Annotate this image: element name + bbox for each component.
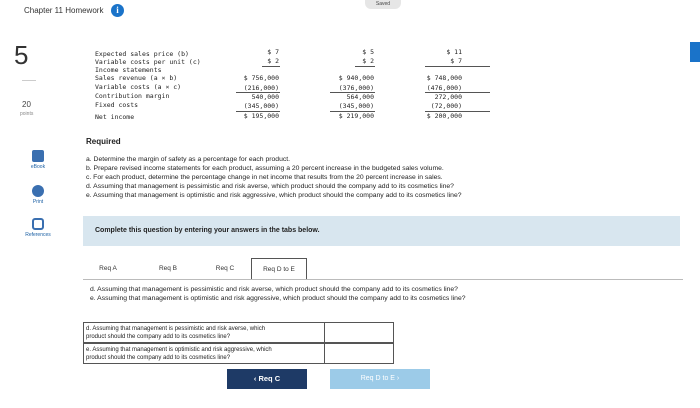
- required-item: c. For each product, determine the percentage change in net income that results from the 20 percent increase in sales.: [86, 174, 443, 181]
- answer-question-line: product should the company add to its cosmetics line?: [86, 334, 231, 340]
- tab-req-b[interactable]: Req B: [158, 265, 178, 272]
- cell: $ 7: [267, 48, 279, 56]
- ebook-label: eBook: [30, 164, 46, 170]
- cell: $ 11: [446, 48, 462, 56]
- divider: [262, 66, 280, 67]
- cell: $ 219,000: [338, 112, 374, 120]
- cell: (476,000): [426, 84, 462, 92]
- question-number: 5: [14, 40, 29, 70]
- row-label: Net income: [95, 113, 135, 121]
- tab-req-d-to-e[interactable]: Req D to E: [251, 258, 307, 280]
- cell: 564,000: [346, 93, 374, 101]
- next-button[interactable]: Req D to E ›: [330, 369, 430, 389]
- tab-req-c[interactable]: Req C: [215, 265, 235, 272]
- divider: [355, 66, 375, 67]
- divider: [425, 66, 490, 67]
- tab-question-line: d. Assuming that management is pessimistic and risk averse, which product should the company add to its cosmetics line?: [90, 286, 458, 293]
- required-heading: Required: [86, 137, 121, 146]
- required-item: b. Prepare revised income statements for each product, assuming a 20 percent increase in the budgeted sales volume.: [86, 165, 444, 172]
- cell: (345,000): [243, 102, 279, 110]
- cell: $ 2: [362, 57, 374, 65]
- prev-button[interactable]: ‹ Req C: [227, 369, 307, 389]
- references-icon: [32, 218, 44, 230]
- required-item: a. Determine the margin of safety as a percentage for each product.: [86, 156, 291, 163]
- top-bar: [0, 0, 700, 20]
- answer-input-e[interactable]: [324, 343, 394, 364]
- row-label: Sales revenue (a × b): [95, 74, 178, 82]
- instruction-text: Complete this question by entering your answers in the tabs below.: [95, 227, 320, 234]
- row-label: Variable costs per unit (c): [95, 58, 201, 66]
- cell: (376,000): [338, 84, 374, 92]
- cell: (72,000): [430, 102, 462, 110]
- print-label: Print: [32, 199, 44, 205]
- cell: $ 195,000: [243, 112, 279, 120]
- ebook-button[interactable]: [18, 150, 58, 170]
- cell: $ 756,000: [243, 74, 279, 82]
- saved-status: Saved: [365, 0, 401, 9]
- cell: (216,000): [243, 84, 279, 92]
- row-label: Fixed costs: [95, 101, 139, 109]
- answer-input-d[interactable]: [324, 322, 394, 343]
- row-label: Variable costs (a × c): [95, 83, 182, 91]
- answer-question: [86, 346, 272, 362]
- answer-question-line: e. Assuming that management is optimistic and risk aggressive, which: [86, 347, 272, 353]
- ebook-icon: [32, 150, 44, 162]
- answer-question-line: product should the company add to its cosmetics line?: [86, 355, 231, 361]
- points-value: 20: [22, 100, 31, 109]
- answer-question-line: d. Assuming that management is pessimistic and risk averse, which: [86, 326, 266, 332]
- points-label: points: [20, 111, 34, 117]
- cell: $ 748,000: [426, 74, 462, 82]
- tab-req-a[interactable]: Req A: [99, 265, 117, 272]
- row-label: Expected sales price (b): [95, 50, 189, 58]
- required-item: d. Assuming that management is pessimistic and risk averse, which product should the company add to its cosmetics line?: [86, 183, 454, 190]
- answer-question: [86, 325, 265, 341]
- cell: $ 940,000: [338, 74, 374, 82]
- print-icon: [32, 185, 44, 197]
- divider: [22, 80, 36, 81]
- tab-divider: [83, 279, 683, 280]
- cell: $ 2: [267, 57, 279, 65]
- row-label: Contribution margin: [95, 92, 170, 100]
- chapter-title: Chapter 11 Homework: [24, 6, 104, 15]
- references-label: References: [25, 232, 51, 238]
- cell: 540,000: [251, 93, 279, 101]
- print-button[interactable]: [18, 185, 58, 205]
- info-icon[interactable]: i: [111, 4, 124, 17]
- cell: $ 7: [450, 57, 462, 65]
- cell: 272,000: [434, 93, 462, 101]
- instruction-bar: [83, 216, 680, 246]
- scroll-tab[interactable]: [690, 42, 700, 62]
- row-label: Income statements: [95, 66, 162, 74]
- references-button[interactable]: [18, 218, 58, 238]
- cell: (345,000): [338, 102, 374, 110]
- tab-question-line: e. Assuming that management is optimistic and risk aggressive, which product should the company add to its cosmetics line?: [90, 295, 466, 302]
- cell: $ 200,000: [426, 112, 462, 120]
- required-item: e. Assuming that management is optimistic and risk aggressive, which product should the company add to its cosmetics line?: [86, 192, 462, 199]
- cell: $ 5: [362, 48, 374, 56]
